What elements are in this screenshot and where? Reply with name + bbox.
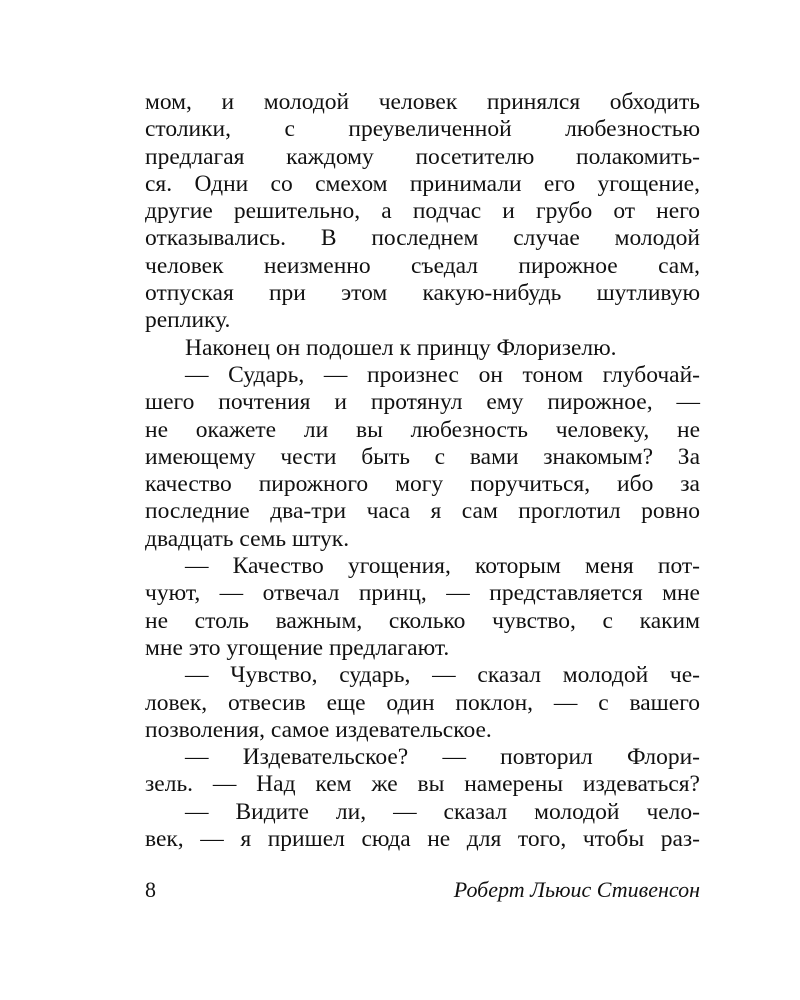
text-line: человек неизменно съедал пирожное сам, [145,252,700,279]
text-line: имеющему чести быть с вами знакомым? За [145,443,700,470]
text-line: — Сударь, — произнес он тоном глубочай- [185,361,700,388]
text-line: — Чувство, сударь, — сказал молодой че- [185,662,700,689]
text-line: зель. — Над кем же вы намерены издеваться? [145,771,700,798]
text-line: не столь важным, сколько чувство, с каким [145,607,700,634]
text-line: — Видите ли, — сказал молодой чело- [185,798,700,825]
text-line: — Качество угощения, которым меня пот- [185,553,700,580]
text-line: мом, и молодой человек принялся обходить [145,89,700,115]
text-line: не окажете ли вы любезность человеку, не [145,416,700,443]
text-line: другие решительно, а подчас и грубо от него [145,198,700,225]
text-line: реплику. [145,307,231,334]
text-line: век, — я пришел сюда не для того, чтобы раз- [145,826,700,853]
page-number: 8 [145,877,156,902]
text-line: мне это угощение предлагают. [145,634,450,661]
text-line: шего почтения и протянул ему пирожное, — [145,389,700,416]
text-line: ся. Одни со смехом принимали его угощение, [145,170,700,197]
text-line: Наконец он подошел к принцу Флоризелю. [185,334,617,361]
text-line: чуют, — отвечал принц, — представляется мне [145,580,700,607]
text-line: столики, с преувеличенной любезностью [145,116,700,143]
text-line: — Издевательское? — повторил Флори- [185,744,700,771]
running-head-author: Роберт Льюис Стивенсон [453,877,700,902]
text-line: предлагая каждому посетителю полакомить- [145,143,700,170]
text-line: ловек, отвесив еще один поклон, — с вашего [145,689,700,716]
text-line: отказывались. В последнем случае молодой [145,225,700,252]
text-line: отпуская при этом какую-нибудь шутливую [145,280,700,307]
text-line: последние два-три часа я сам проглотил ровно [145,498,700,525]
page-footer [145,876,700,904]
text-line: качество пирожного могу поручиться, ибо за [145,471,700,498]
page-body-text [145,89,700,853]
text-line: позволения, самое издевательское. [145,716,492,743]
text-line: двадцать семь штук. [145,525,350,552]
